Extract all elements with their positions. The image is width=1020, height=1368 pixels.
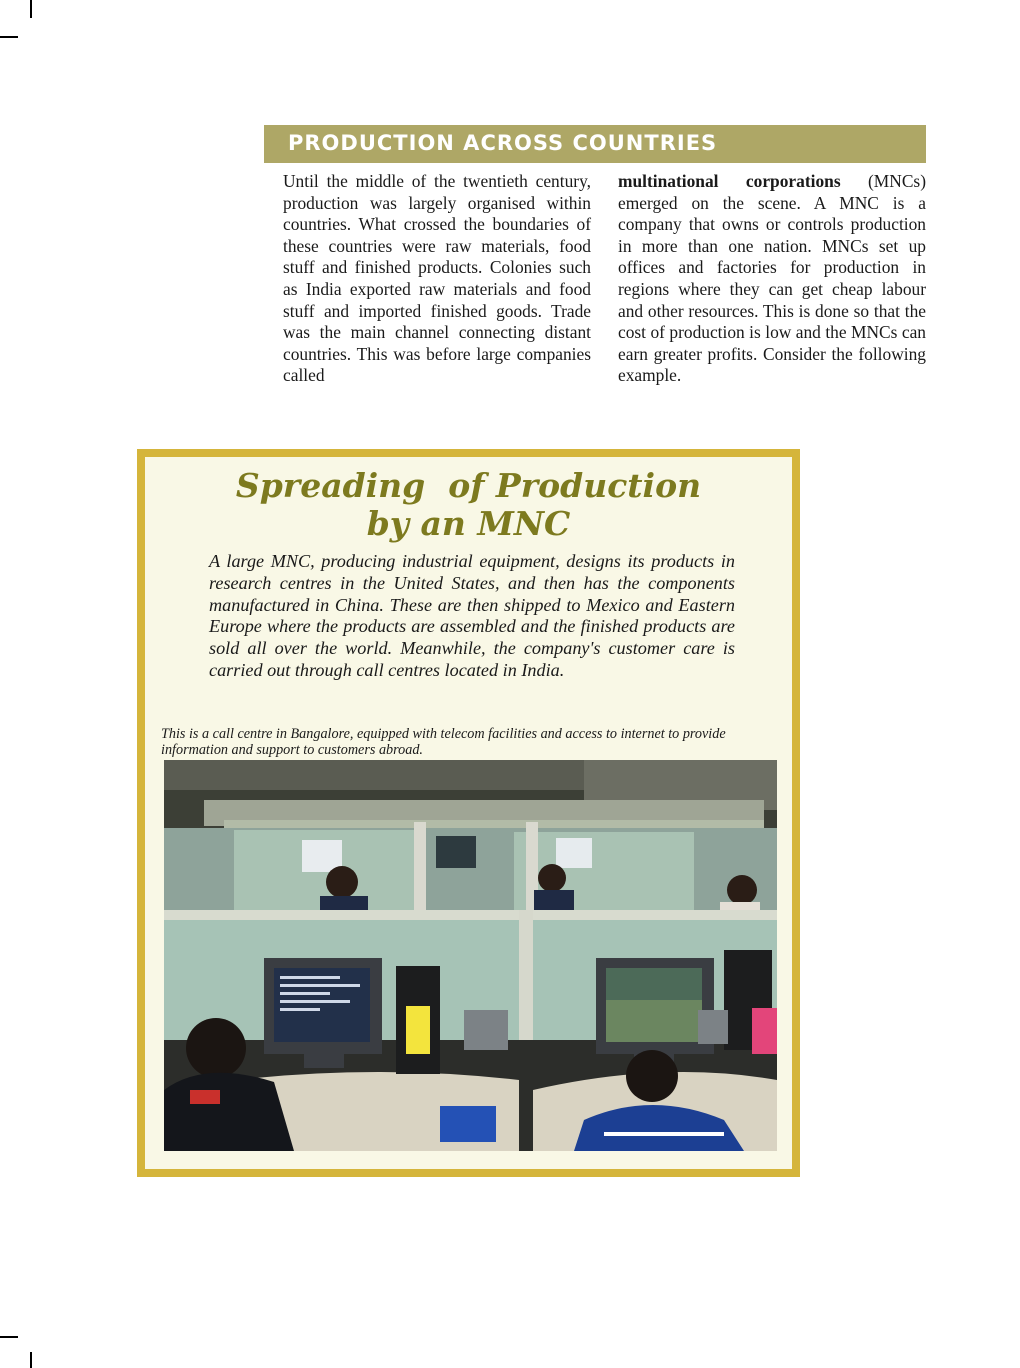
box-title-line-2: by an MNC — [366, 504, 571, 543]
call-centre-photo — [164, 760, 777, 1151]
section-heading-band — [264, 125, 926, 163]
crop-mark-top-vertical — [30, 0, 32, 18]
key-term: multinational corporations — [618, 171, 841, 191]
body-column-right — [618, 171, 926, 387]
example-box — [137, 449, 800, 1177]
crop-mark-top-horizontal — [0, 36, 18, 38]
box-paragraph: A large MNC, producing industrial equipment, designs its products in research centres in the United States, and then has the components manufactured in China. These are then shipped to Mexico and Eastern Europe where the products are assembled and the finished products are sold all over the world. Meanwhile, the company's customer care is carried out through call centres located in India. — [209, 551, 735, 680]
body-column-right-text: (MNCs) emerged on the scene. A MNC is a company that owns or controls production in more than one nation. MNCs set up offices and factories for production in regions where they can get cheap labour and other resources. This is done so that the cost of production is low and the MNCs can earn greater profits. Consider the following example. — [618, 171, 926, 386]
crop-mark-bottom-vertical — [30, 1352, 32, 1368]
photo-caption: This is a call centre in Bangalore, equipped with telecom facilities and access to internet to provide information and support to customers abroad. — [161, 726, 726, 758]
crop-mark-bottom-horizontal — [0, 1336, 18, 1338]
box-title-line-1: Spreading of Production — [235, 466, 702, 505]
box-title — [145, 467, 792, 543]
body-column-left: Until the middle of the twentieth century, production was largely organised within countries. What crossed the boundaries of these countries were raw materials, food stuff and finished products. Colonies such as India exported raw materials and food stuff and imported finished goods. Trade was the main channel connecting distant countries. This was before large companies called — [283, 171, 591, 386]
section-heading: PRODUCTION ACROSS COUNTRIES — [288, 131, 718, 155]
